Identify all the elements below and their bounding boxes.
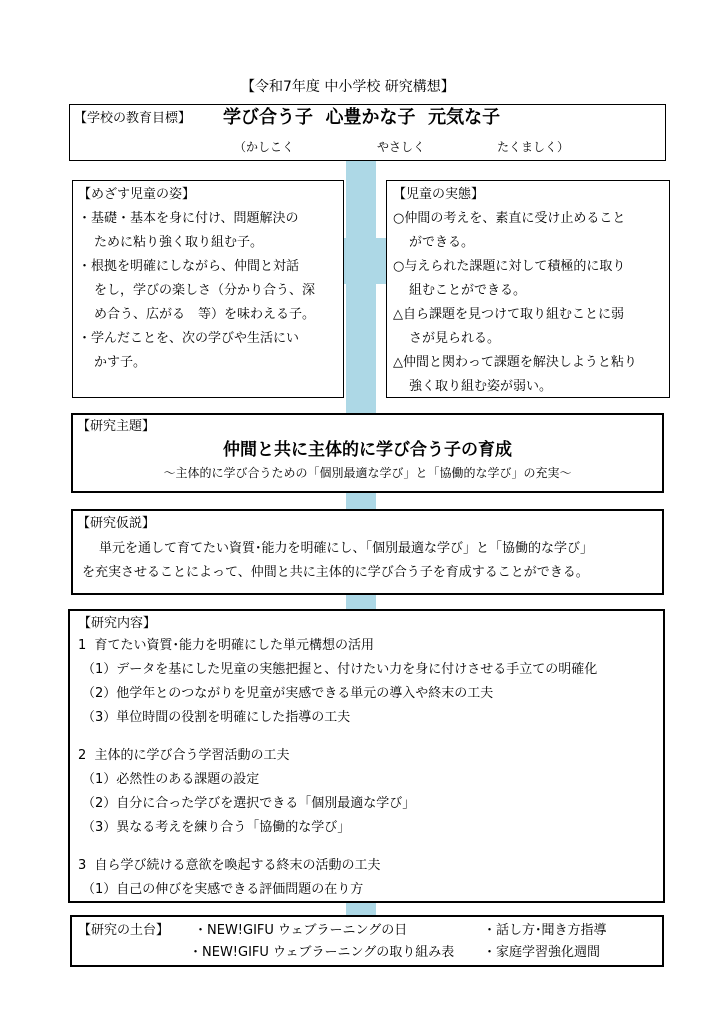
research-hypothesis-label: 【研究仮説】 <box>77 516 156 531</box>
target-child-line: め合う、広がる 等）を味わえる子。 <box>94 307 316 322</box>
student-status-line: ○仲間の考えを、素直に受け止めること <box>393 211 626 226</box>
student-status-label: 【児童の実態】 <box>393 187 485 202</box>
school-goal-box <box>69 104 666 161</box>
page-title: 【令和7年度 中小学校 研究構想】 <box>241 79 455 95</box>
research-foundation-label: 【研究の土台】 <box>78 923 170 938</box>
student-status-line: 組むことができる。 <box>409 283 527 298</box>
research-content-heading: 3 自ら学び続ける意欲を喚起する終末の活動の工夫 <box>78 858 381 873</box>
student-status-line: ○与えられた課題に対して積極的に取り <box>393 259 626 274</box>
research-content-item: （2）自分に合った学びを選択できる「個別最適な学び」 <box>82 796 416 811</box>
research-content-item: （1）自己の伸びを実感できる評価問題の在り方 <box>82 882 364 897</box>
student-status-line: △仲間と関わって課題を解決しようと粘り <box>393 355 637 370</box>
research-content-item: （2）他学年とのつながりを児童が実感できる単元の導入や終末の工夫 <box>82 686 494 701</box>
research-content-item: （3）異なる考えを練り合う「協働的な学び」 <box>82 820 351 835</box>
target-child-line: をし，学びの楽しさ（分かり合う、深 <box>94 283 316 298</box>
research-content-heading: 2 主体的に学び合う学習活動の工夫 <box>78 748 290 763</box>
student-status-line: 強く取り組む姿が弱い。 <box>409 379 553 394</box>
target-child-label: 【めざす児童の姿】 <box>78 187 196 202</box>
target-child-line: かす子。 <box>94 355 147 370</box>
student-status-box <box>386 180 670 398</box>
goal-reading-2: やさしく <box>377 140 426 154</box>
research-content-label: 【研究内容】 <box>78 616 157 631</box>
research-theme-box <box>71 413 664 493</box>
research-hypothesis-box <box>71 509 664 595</box>
research-content-box <box>68 609 665 903</box>
target-child-line: ために粘り強く取り組む子。 <box>94 235 264 250</box>
research-content-heading: 1 育てたい資質･能力を明確にした単元構想の活用 <box>78 638 375 653</box>
target-child-box <box>72 180 344 398</box>
research-hypothesis-line: 単元を通して育てたい資質･能力を明確にし、「個別最適な学び」と「協働的な学び」 <box>99 541 594 556</box>
research-theme-label: 【研究主題】 <box>77 419 156 434</box>
research-hypothesis-line: を充実させることによって、仲間と共に主体的に学び合う子を育成することができる。 <box>82 565 589 580</box>
foundation-item: ・話し方･聞き方指導 <box>483 923 607 938</box>
research-content-item: （1）必然性のある課題の設定 <box>82 772 260 787</box>
school-goal-slogan: 学び合う子 心豊かな子 元気な子 <box>223 107 501 128</box>
target-child-line: ・根拠を明確にしながら、仲間と対話 <box>78 259 300 274</box>
research-content-item: （3）単位時間の役割を明確にした指導の工夫 <box>82 710 351 725</box>
student-status-line: △自ら課題を見つけて取り組むことに弱 <box>393 307 624 322</box>
research-content-item: （1）データを基にした児童の実態把握と、付けたい力を身に付けさせる手立ての明確化 <box>82 662 598 677</box>
research-foundation-box <box>70 915 664 967</box>
goal-reading-3: たくましく） <box>497 140 570 154</box>
research-theme-title: 仲間と共に主体的に学び合う子の育成 <box>223 440 512 460</box>
foundation-item: ・家庭学習強化週間 <box>483 945 601 960</box>
foundation-item: ・NEW!GIFU ウェブラーニングの日 <box>194 923 408 938</box>
goal-reading-1: （かしこく <box>234 140 295 154</box>
research-theme-subtitle: ～主体的に学び合うための「個別最適な学び」と「協働的な学び」の充実～ <box>163 466 572 480</box>
school-goal-label: 【学校の教育目標】 <box>74 111 192 126</box>
target-child-line: ・学んだことを、次の学びや生活にい <box>78 331 300 346</box>
foundation-item: ・NEW!GIFU ウェブラーニングの取り組み表 <box>189 945 455 960</box>
student-status-line: ができる。 <box>409 235 475 250</box>
target-child-line: ・基礎・基本を身に付け、問題解決の <box>78 211 299 226</box>
student-status-line: さが見られる。 <box>409 331 501 346</box>
